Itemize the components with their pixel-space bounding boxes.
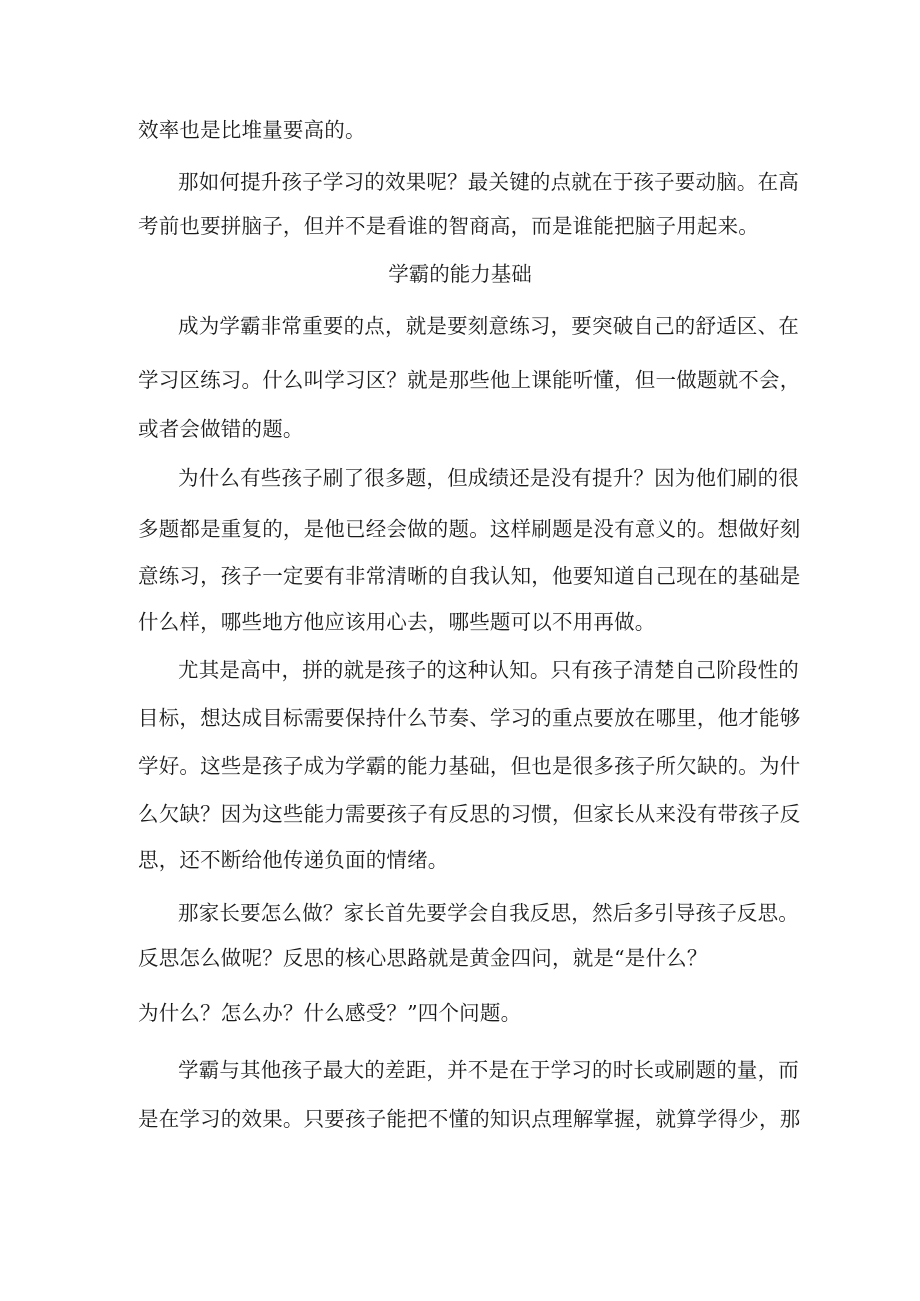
- text-line: 多题都是重复的，是他已经会做的题。这样刷题是没有意义的。想做好刻: [138, 517, 801, 541]
- text-line: 么欠缺？因为这些能力需要孩子有反思的习惯，但家长从来没有带孩子反: [138, 802, 801, 826]
- paragraph-first-line: 为什么有些孩子刷了很多题，但成绩还是没有提升？因为他们刷的很: [178, 466, 799, 490]
- text-line: 是在学习的效果。只要孩子能把不懂的知识点理解掌握，就算学得少，那: [138, 1107, 801, 1131]
- text-line: 效率也是比堆量要高的。: [138, 118, 366, 142]
- paragraph-first-line: 那家长要怎么做？家长首先要学会自我反思，然后多引导孩子反思。: [178, 901, 799, 925]
- paragraph-first-line: 学霸与其他孩子最大的差距，并不是在于学习的时长或刷题的量，而: [178, 1058, 799, 1082]
- paragraph-first-line: 那如何提升孩子学习的效果呢？最关键的点就在于孩子要动脑。在高: [178, 170, 799, 194]
- text-line: 思，还不断给他传递负面的情绪。: [138, 848, 449, 872]
- section-heading: 学霸的能力基础: [388, 262, 532, 286]
- text-line: 学好。这些是孩子成为学霸的能力基础，但也是很多孩子所欠缺的。为什: [138, 754, 801, 778]
- text-line: 意练习，孩子一定要有非常清晰的自我认知，他要知道自己现在的基础是: [138, 564, 801, 588]
- paragraph-first-line: 尤其是高中，拼的就是孩子的这种认知。只有孩子清楚自己阶段性的: [178, 658, 799, 682]
- text-line: 什么样，哪些地方他应该用心去，哪些题可以不用再做。: [138, 610, 656, 634]
- text-line: 或者会做错的题。: [138, 417, 304, 441]
- text-line: 反思怎么做呢？反思的核心思路就是黄金四问，就是“是什么？: [138, 946, 708, 970]
- text-line: 目标，想达成目标需要保持什么节奏、学习的重点要放在哪里，他才能够: [138, 706, 801, 730]
- paragraph-first-line: 成为学霸非常重要的点，就是要刻意练习，要突破自己的舒适区、在: [178, 314, 799, 338]
- text-line: 考前也要拼脑子，但并不是看谁的智商高，而是谁能把脑子用起来。: [138, 214, 759, 238]
- text-line: 为什么？怎么办？什么感受？”四个问题。: [138, 1001, 522, 1025]
- text-line: 学习区练习。什么叫学习区？就是那些他上课能听懂，但一做题就不会，: [138, 368, 801, 392]
